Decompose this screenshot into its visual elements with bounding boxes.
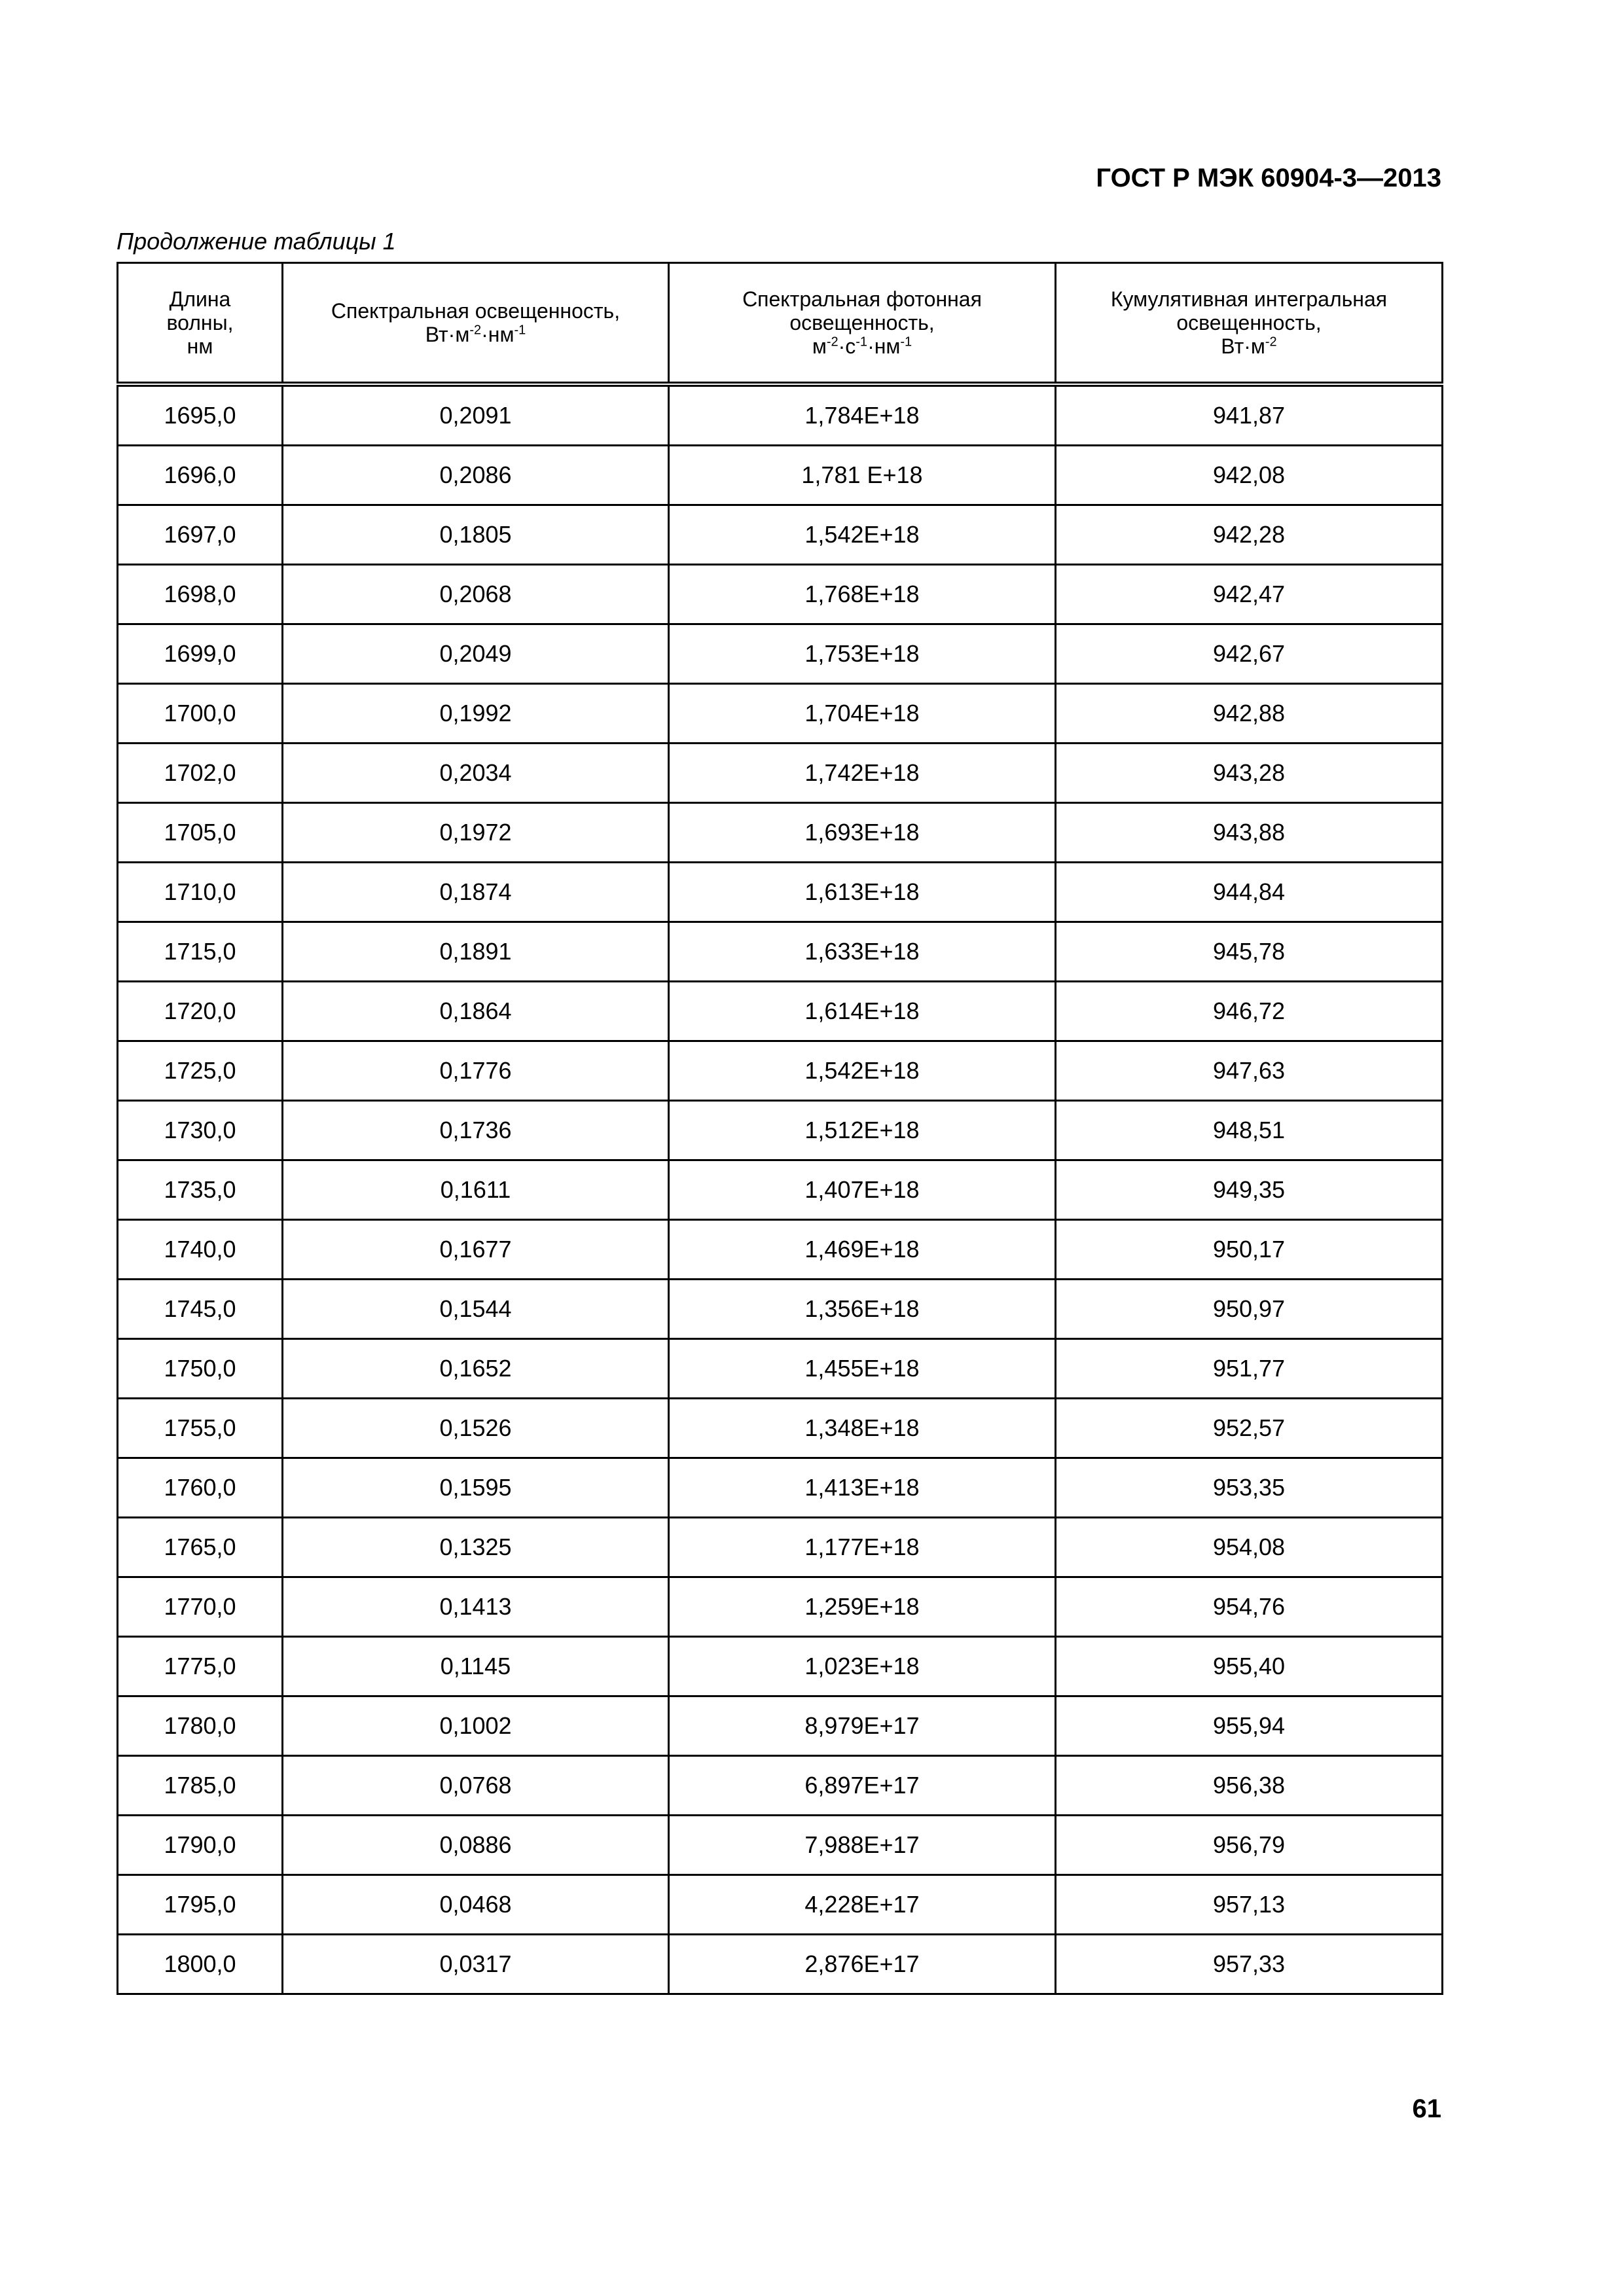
table-row — [118, 1458, 1443, 1518]
unit-exponent: -1 — [900, 334, 912, 350]
cell-cumulative-irradiance: 950,97 — [1056, 1280, 1443, 1339]
cell-spectral-irradiance: 0,1526 — [283, 1399, 669, 1458]
cell-wavelength: 1795,0 — [118, 1875, 283, 1935]
cell-cumulative-irradiance: 953,35 — [1056, 1458, 1443, 1518]
cell-cumulative-irradiance: 943,28 — [1056, 744, 1443, 803]
table-row — [118, 1399, 1443, 1458]
cell-cumulative-irradiance: 948,51 — [1056, 1101, 1443, 1160]
cell-wavelength: 1702,0 — [118, 744, 283, 803]
cell-wavelength: 1760,0 — [118, 1458, 283, 1518]
cell-wavelength: 1700,0 — [118, 684, 283, 744]
column-header-line: Длина — [169, 287, 231, 311]
cell-spectral-irradiance: 0,1805 — [283, 505, 669, 565]
cell-spectral-irradiance: 0,1992 — [283, 684, 669, 744]
cell-spectral-irradiance: 0,1595 — [283, 1458, 669, 1518]
cell-cumulative-irradiance: 957,13 — [1056, 1875, 1443, 1935]
cell-wavelength: 1699,0 — [118, 624, 283, 684]
table-row — [118, 684, 1443, 744]
cell-photon-irradiance: 1,455E+18 — [669, 1339, 1056, 1399]
cell-wavelength: 1740,0 — [118, 1220, 283, 1280]
cell-photon-irradiance: 7,988E+17 — [669, 1816, 1056, 1875]
column-header-cumulative-irradiance — [1056, 263, 1443, 385]
cell-photon-irradiance: 8,979E+17 — [669, 1696, 1056, 1756]
table-row — [118, 1637, 1443, 1696]
table-caption: Продолжение таблицы 1 — [117, 228, 396, 255]
cell-wavelength: 1695,0 — [118, 384, 283, 446]
cell-spectral-irradiance: 0,0317 — [283, 1935, 669, 1994]
cell-spectral-irradiance: 0,1002 — [283, 1696, 669, 1756]
cell-wavelength: 1715,0 — [118, 922, 283, 982]
cell-photon-irradiance: 1,542E+18 — [669, 505, 1056, 565]
table-row — [118, 1577, 1443, 1637]
cell-photon-irradiance: 1,356E+18 — [669, 1280, 1056, 1339]
cell-wavelength: 1755,0 — [118, 1399, 283, 1458]
cell-cumulative-irradiance: 956,79 — [1056, 1816, 1443, 1875]
cell-photon-irradiance: 2,876E+17 — [669, 1935, 1056, 1994]
unit-exponent: -2 — [1265, 334, 1277, 350]
column-header-line: Спектральная освещенность, — [331, 299, 621, 323]
table-row — [118, 1280, 1443, 1339]
cell-wavelength: 1697,0 — [118, 505, 283, 565]
table-row — [118, 1160, 1443, 1220]
cell-photon-irradiance: 1,348E+18 — [669, 1399, 1056, 1458]
cell-wavelength: 1800,0 — [118, 1935, 283, 1994]
table-row — [118, 1756, 1443, 1816]
cell-spectral-irradiance: 0,2068 — [283, 565, 669, 624]
column-header-line: освещенность, — [1176, 311, 1322, 334]
cell-wavelength: 1785,0 — [118, 1756, 283, 1816]
cell-photon-irradiance: 1,469E+18 — [669, 1220, 1056, 1280]
table-row — [118, 1696, 1443, 1756]
cell-spectral-irradiance: 0,2086 — [283, 446, 669, 505]
cell-spectral-irradiance: 0,1325 — [283, 1518, 669, 1577]
table-row — [118, 803, 1443, 863]
document-code: ГОСТ Р МЭК 60904-3—2013 — [1096, 164, 1441, 192]
column-header-photon-irradiance — [669, 263, 1056, 385]
cell-wavelength: 1698,0 — [118, 565, 283, 624]
cell-spectral-irradiance: 0,1972 — [283, 803, 669, 863]
table-row — [118, 1220, 1443, 1280]
cell-cumulative-irradiance: 951,77 — [1056, 1339, 1443, 1399]
table-row — [118, 1875, 1443, 1935]
column-header-line: Спектральная фотонная — [742, 287, 982, 311]
cell-spectral-irradiance: 0,1874 — [283, 863, 669, 922]
unit-symbol: м — [812, 334, 827, 358]
table-row — [118, 863, 1443, 922]
cell-spectral-irradiance: 0,0768 — [283, 1756, 669, 1816]
table-row — [118, 1518, 1443, 1577]
cell-cumulative-irradiance: 950,17 — [1056, 1220, 1443, 1280]
table-row — [118, 1339, 1443, 1399]
table-row — [118, 1816, 1443, 1875]
cell-spectral-irradiance: 0,0468 — [283, 1875, 669, 1935]
cell-spectral-irradiance: 0,1544 — [283, 1280, 669, 1339]
column-header-line: нм — [187, 334, 213, 358]
cell-spectral-irradiance: 0,2049 — [283, 624, 669, 684]
cell-spectral-irradiance: 0,1145 — [283, 1637, 669, 1696]
unit-exponent: -1 — [856, 334, 868, 350]
table-row — [118, 624, 1443, 684]
cell-photon-irradiance: 1,768E+18 — [669, 565, 1056, 624]
cell-photon-irradiance: 1,742E+18 — [669, 744, 1056, 803]
cell-wavelength: 1710,0 — [118, 863, 283, 922]
cell-spectral-irradiance: 0,1864 — [283, 982, 669, 1041]
unit-symbol: ·с — [838, 334, 856, 358]
cell-spectral-irradiance: 0,2091 — [283, 384, 669, 446]
column-header-line: освещенность, — [789, 311, 935, 334]
cell-wavelength: 1730,0 — [118, 1101, 283, 1160]
cell-cumulative-irradiance: 955,94 — [1056, 1696, 1443, 1756]
table-row — [118, 446, 1443, 505]
cell-wavelength: 1790,0 — [118, 1816, 283, 1875]
cell-photon-irradiance: 6,897E+17 — [669, 1756, 1056, 1816]
cell-cumulative-irradiance: 946,72 — [1056, 982, 1443, 1041]
cell-wavelength: 1780,0 — [118, 1696, 283, 1756]
cell-photon-irradiance: 1,512E+18 — [669, 1101, 1056, 1160]
cell-photon-irradiance: 1,259E+18 — [669, 1577, 1056, 1637]
table-row — [118, 922, 1443, 982]
cell-spectral-irradiance: 0,1652 — [283, 1339, 669, 1399]
cell-cumulative-irradiance: 954,76 — [1056, 1577, 1443, 1637]
unit-exponent: -2 — [469, 323, 482, 338]
cell-spectral-irradiance: 0,1776 — [283, 1041, 669, 1101]
table-row — [118, 744, 1443, 803]
cell-spectral-irradiance: 0,1891 — [283, 922, 669, 982]
cell-cumulative-irradiance: 949,35 — [1056, 1160, 1443, 1220]
spectral-data-table — [117, 262, 1443, 1995]
cell-cumulative-irradiance: 942,67 — [1056, 624, 1443, 684]
column-header-wavelength — [118, 263, 283, 385]
cell-cumulative-irradiance: 943,88 — [1056, 803, 1443, 863]
table-row — [118, 565, 1443, 624]
unit-symbol: ·нм — [867, 334, 901, 358]
unit-symbol: Вт·м — [425, 323, 470, 346]
cell-photon-irradiance: 1,753E+18 — [669, 624, 1056, 684]
column-header-line: волны, — [166, 311, 234, 334]
cell-wavelength: 1696,0 — [118, 446, 283, 505]
cell-cumulative-irradiance: 942,08 — [1056, 446, 1443, 505]
cell-photon-irradiance: 1,704E+18 — [669, 684, 1056, 744]
cell-cumulative-irradiance: 955,40 — [1056, 1637, 1443, 1696]
column-header-line: Кумулятивная интегральная — [1110, 287, 1388, 311]
column-header-unit — [670, 334, 1055, 358]
unit-exponent: -2 — [826, 334, 839, 350]
cell-photon-irradiance: 1,023E+18 — [669, 1637, 1056, 1696]
cell-wavelength: 1765,0 — [118, 1518, 283, 1577]
cell-wavelength: 1750,0 — [118, 1339, 283, 1399]
cell-photon-irradiance: 1,781 E+18 — [669, 446, 1056, 505]
cell-photon-irradiance: 1,407E+18 — [669, 1160, 1056, 1220]
cell-spectral-irradiance: 0,2034 — [283, 744, 669, 803]
cell-cumulative-irradiance: 954,08 — [1056, 1518, 1443, 1577]
cell-wavelength: 1745,0 — [118, 1280, 283, 1339]
cell-wavelength: 1705,0 — [118, 803, 283, 863]
cell-wavelength: 1720,0 — [118, 982, 283, 1041]
cell-cumulative-irradiance: 952,57 — [1056, 1399, 1443, 1458]
cell-spectral-irradiance: 0,1413 — [283, 1577, 669, 1637]
cell-photon-irradiance: 1,177E+18 — [669, 1518, 1056, 1577]
cell-photon-irradiance: 1,413E+18 — [669, 1458, 1056, 1518]
table-row — [118, 505, 1443, 565]
cell-spectral-irradiance: 0,1736 — [283, 1101, 669, 1160]
cell-photon-irradiance: 1,693E+18 — [669, 803, 1056, 863]
page-number: 61 — [1412, 2094, 1441, 2123]
cell-cumulative-irradiance: 944,84 — [1056, 863, 1443, 922]
cell-photon-irradiance: 4,228E+17 — [669, 1875, 1056, 1935]
cell-wavelength: 1735,0 — [118, 1160, 283, 1220]
cell-photon-irradiance: 1,613E+18 — [669, 863, 1056, 922]
cell-photon-irradiance: 1,614E+18 — [669, 982, 1056, 1041]
cell-cumulative-irradiance: 947,63 — [1056, 1041, 1443, 1101]
unit-symbol: Вт·м — [1221, 334, 1265, 358]
table-body — [118, 384, 1443, 1994]
cell-photon-irradiance: 1,633E+18 — [669, 922, 1056, 982]
cell-spectral-irradiance: 0,1611 — [283, 1160, 669, 1220]
table-row — [118, 1101, 1443, 1160]
cell-wavelength: 1775,0 — [118, 1637, 283, 1696]
cell-photon-irradiance: 1,542E+18 — [669, 1041, 1056, 1101]
cell-wavelength: 1770,0 — [118, 1577, 283, 1637]
unit-exponent: -1 — [514, 323, 526, 338]
table-row — [118, 1935, 1443, 1994]
cell-cumulative-irradiance: 942,47 — [1056, 565, 1443, 624]
cell-spectral-irradiance: 0,1677 — [283, 1220, 669, 1280]
cell-cumulative-irradiance: 942,88 — [1056, 684, 1443, 744]
table-row — [118, 384, 1443, 446]
cell-wavelength: 1725,0 — [118, 1041, 283, 1101]
cell-cumulative-irradiance: 945,78 — [1056, 922, 1443, 982]
column-header-unit — [283, 323, 668, 346]
cell-cumulative-irradiance: 957,33 — [1056, 1935, 1443, 1994]
column-header-unit — [1056, 334, 1441, 358]
table-header-row — [118, 263, 1443, 385]
column-header-spectral-irradiance — [283, 263, 669, 385]
cell-spectral-irradiance: 0,0886 — [283, 1816, 669, 1875]
cell-cumulative-irradiance: 956,38 — [1056, 1756, 1443, 1816]
cell-photon-irradiance: 1,784E+18 — [669, 384, 1056, 446]
unit-symbol: ·нм — [481, 323, 514, 346]
table-row — [118, 1041, 1443, 1101]
cell-cumulative-irradiance: 942,28 — [1056, 505, 1443, 565]
cell-cumulative-irradiance: 941,87 — [1056, 384, 1443, 446]
table-row — [118, 982, 1443, 1041]
